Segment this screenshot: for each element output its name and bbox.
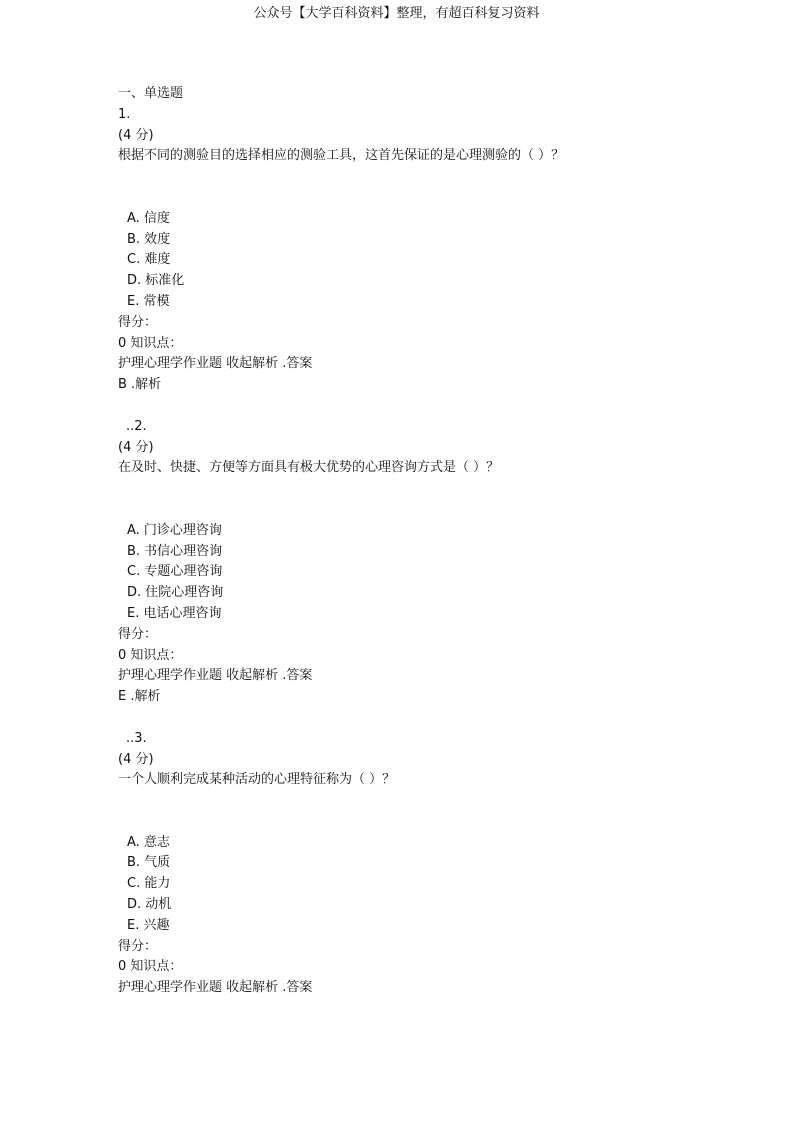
option-item: D. 动机 <box>127 897 172 913</box>
question-number: ..3. <box>126 730 147 746</box>
option-item: E. 常模 <box>127 293 170 309</box>
option-item: B. 效度 <box>127 231 171 247</box>
spacer <box>118 167 718 188</box>
option-item: E. 电话心理咨询 <box>127 605 222 621</box>
score-label: 得分： <box>118 938 158 954</box>
question-score: (4 分) <box>118 751 154 767</box>
question-score: (4 分) <box>118 439 154 455</box>
spacer <box>118 188 718 209</box>
question-block <box>118 105 718 417</box>
spacer <box>118 708 718 729</box>
question-text: 在及时、快捷、方便等方面具有极大优势的心理咨询方式是（ ）？ <box>118 460 500 476</box>
question-meta: 护理心理学作业题 收起解析 .答案 <box>118 356 313 372</box>
option-item: D. 标准化 <box>127 273 185 289</box>
answer-line: E .解析 <box>118 689 161 705</box>
option-item: A. 信度 <box>127 210 170 226</box>
question-number: ..2. <box>126 418 147 434</box>
section-title: 一、单选题 <box>118 86 184 101</box>
option-item: D. 住院心理咨询 <box>127 585 224 601</box>
spacer <box>118 396 718 417</box>
score-label: 得分： <box>118 626 158 642</box>
spacer <box>118 791 718 812</box>
question-score: (4 分) <box>118 127 154 143</box>
option-item: C. 能力 <box>127 876 171 892</box>
knowledge-point: 0 知识点： <box>118 959 183 975</box>
question-text: 根据不同的测验目的选择相应的测验工具，这首先保证的是心理测验的（ ）？ <box>118 148 565 164</box>
option-item: B. 书信心理咨询 <box>127 543 223 559</box>
question-text: 一个人顺利完成某种活动的心理特征称为（ ）？ <box>118 772 396 788</box>
spacer <box>118 812 718 833</box>
page-header: 公众号【大学百科资料】整理，有超百科复习资料 <box>253 6 540 21</box>
knowledge-point: 0 知识点： <box>118 647 183 663</box>
option-item: C. 专题心理咨询 <box>127 564 223 580</box>
score-label: 得分： <box>118 314 158 330</box>
option-item: C. 难度 <box>127 252 171 268</box>
option-item: B. 气质 <box>127 855 171 871</box>
question-block <box>118 417 718 729</box>
question-meta: 护理心理学作业题 收起解析 .答案 <box>118 668 313 684</box>
document-body <box>118 84 718 999</box>
knowledge-point: 0 知识点： <box>118 335 183 351</box>
spacer <box>118 479 718 500</box>
spacer <box>118 500 718 521</box>
answer-line: B .解析 <box>118 377 162 393</box>
question-number: 1. <box>118 106 131 122</box>
question-block <box>118 729 718 999</box>
option-item: A. 意志 <box>127 834 170 850</box>
question-meta: 护理心理学作业题 收起解析 .答案 <box>118 980 313 996</box>
option-item: A. 门诊心理咨询 <box>127 522 222 538</box>
option-item: E. 兴趣 <box>127 917 170 933</box>
